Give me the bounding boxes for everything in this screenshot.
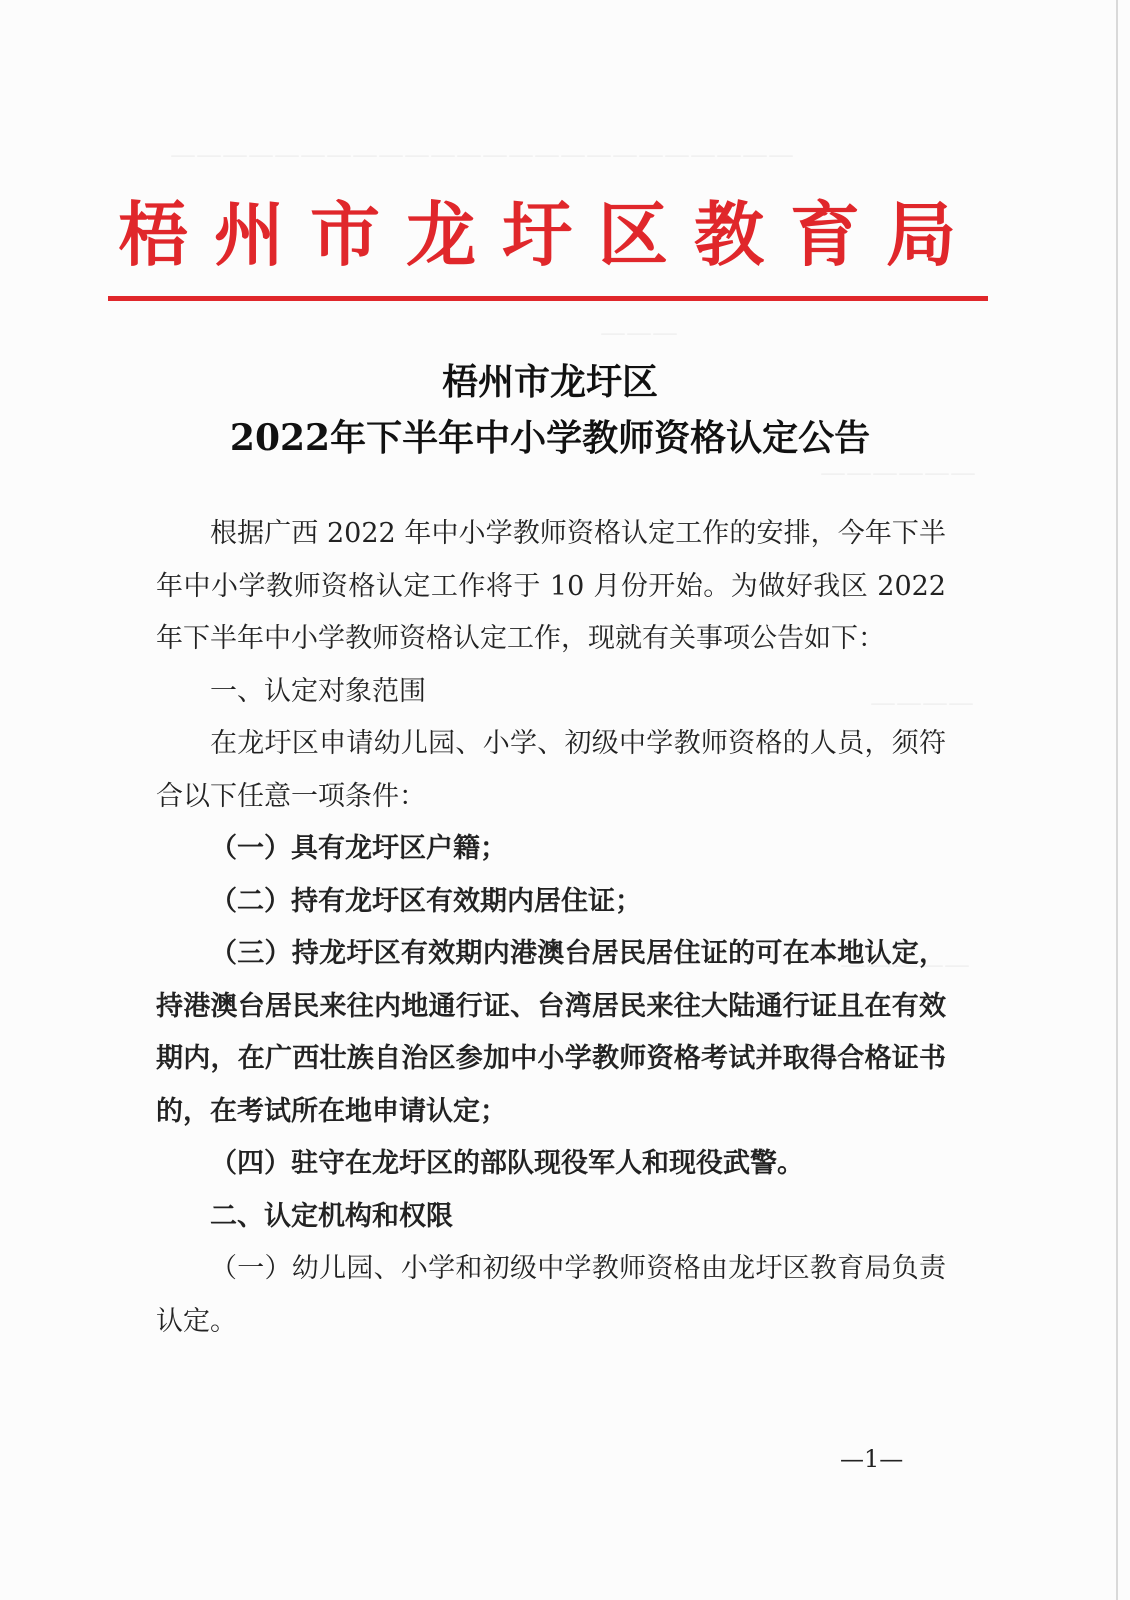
section-1-item: （一）具有龙圩区户籍； — [210, 833, 507, 864]
show-through-text — [820, 458, 976, 488]
document-title-line-1: 梧州市龙圩区 — [441, 361, 658, 403]
masthead-title: 梧州市龙圩区教育局 — [118, 194, 982, 276]
red-divider-line — [108, 296, 988, 301]
section-1-lead: 在龙圩区申请幼儿园、小学、初级中学教师资格的人员，须符合以下任意一项条件： — [156, 728, 946, 812]
document-title-line-2: 2022年下半年中小学教师资格认定公告 — [229, 417, 871, 459]
page-number: —1— — [840, 1445, 904, 1473]
section-1-item: （二）持有龙圩区有效期内居住证； — [210, 885, 642, 917]
show-through-text — [170, 140, 794, 170]
intro-paragraph: 根据广西 2022 年中小学教师资格认定工作的安排，今年下半年中小学教师资格认定工作将于 10 月份开始。为做好我区 2022 年下半年中小学教师资格认定工作，现就有关事项公告如下： — [156, 518, 946, 654]
document-body — [156, 508, 946, 1348]
section-1-heading: 一、认定对象范围 — [210, 675, 426, 707]
section-1-item: （四）驻守在龙圩区的部队现役军人和现役武警。 — [210, 1148, 804, 1179]
section-1-item: （三）持龙圩区有效期内港澳台居民居住证的可在本地认定，持港澳台居民来往内地通行证、台湾居民来往大陆通行证且在有效期内，在广西壮族自治区参加中小学教师资格考试并取得合格证书的，在考试所在地申请认定； — [156, 938, 946, 1127]
section-2-item: （一）幼儿园、小学和初级中学教师资格由龙圩区教育局负责认定。 — [156, 1253, 946, 1337]
page-edge — [1116, 0, 1118, 1600]
section-2-heading: 二、认定机构和权限 — [210, 1200, 453, 1232]
show-through-text — [600, 318, 678, 348]
